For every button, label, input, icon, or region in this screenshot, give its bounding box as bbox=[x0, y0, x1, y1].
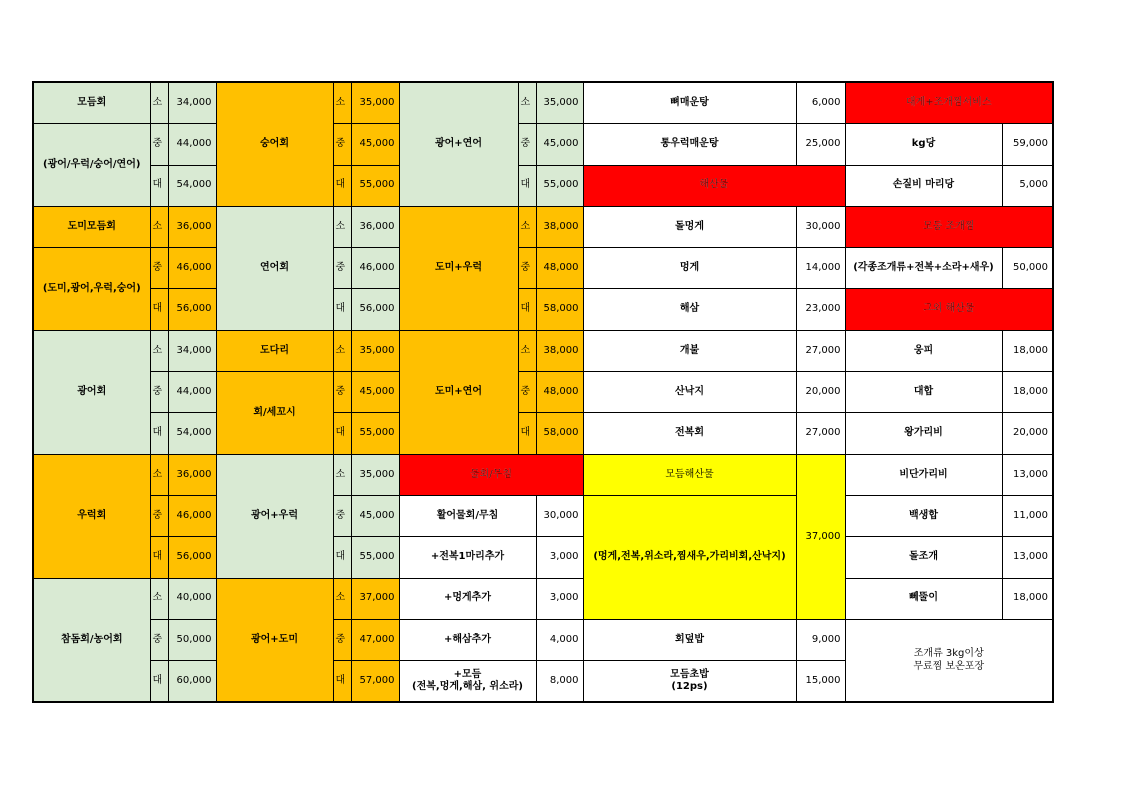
hwaleo-mulhoe-price: 30,000 bbox=[536, 495, 583, 536]
meongge-name: 멍게 bbox=[583, 248, 796, 289]
ppetturi-name: 뻬뚤이 bbox=[845, 578, 1002, 619]
gaebul-price: 27,000 bbox=[796, 330, 845, 371]
bidangaribi-name: 비단가리비 bbox=[845, 454, 1002, 495]
menu-price-table bbox=[32, 81, 1054, 703]
jeonbokhoe-name: 전복회 bbox=[583, 413, 796, 454]
size-label: 대 bbox=[333, 537, 351, 578]
sannakji-price: 20,000 bbox=[796, 372, 845, 413]
haesam-add-price: 4,000 bbox=[536, 619, 583, 660]
doljogae-name: 돌조개 bbox=[845, 537, 1002, 578]
wanggaribi-price: 20,000 bbox=[1002, 413, 1053, 454]
size-label: 대 bbox=[333, 661, 351, 703]
size-label: 중 bbox=[518, 372, 536, 413]
daege-header: 대게+조개찜서비스 bbox=[845, 82, 1053, 124]
haesam-add-name: +해삼추가 bbox=[399, 619, 536, 660]
hoedeopbap-name: 회덮밥 bbox=[583, 619, 796, 660]
haesam-name: 해삼 bbox=[583, 289, 796, 330]
domi-yeoneo-price-s: 38,000 bbox=[536, 330, 583, 371]
domi-moreum-price-l: 56,000 bbox=[168, 289, 216, 330]
gwangeo-domi-price-m: 47,000 bbox=[351, 619, 399, 660]
dolmeongge-name: 돌멍게 bbox=[583, 206, 796, 247]
sekkosi-price-m: 45,000 bbox=[351, 372, 399, 413]
size-label: 중 bbox=[150, 372, 168, 413]
gwangeo-domi-price-l: 57,000 bbox=[351, 661, 399, 703]
table-row bbox=[33, 124, 1053, 165]
size-label: 소 bbox=[150, 82, 168, 124]
gwangeo-yeoneo-name: 광어+연어 bbox=[399, 82, 518, 206]
size-label: 대 bbox=[518, 289, 536, 330]
size-label: 소 bbox=[333, 330, 351, 371]
sekkosi-price-l: 55,000 bbox=[351, 413, 399, 454]
size-label: 중 bbox=[150, 619, 168, 660]
size-label: 중 bbox=[333, 372, 351, 413]
bidangaribi-price: 13,000 bbox=[1002, 454, 1053, 495]
gwangeo-ureok-price-m: 45,000 bbox=[351, 495, 399, 536]
size-label: 대 bbox=[333, 165, 351, 206]
kg-price: 59,000 bbox=[1002, 124, 1053, 165]
chobap-price: 15,000 bbox=[796, 661, 845, 703]
moreum-seafood-name: 모듬해산물 bbox=[583, 454, 796, 495]
kg-name: kg당 bbox=[845, 124, 1002, 165]
chamdom-price-l: 60,000 bbox=[168, 661, 216, 703]
size-label: 소 bbox=[150, 206, 168, 247]
moreum-seafood-price: 37,000 bbox=[796, 454, 845, 619]
chobap-name: 모듬초밥 bbox=[670, 668, 709, 680]
daehap-price: 18,000 bbox=[1002, 372, 1053, 413]
dodari-name: 도다리 bbox=[216, 330, 333, 371]
size-label: 대 bbox=[150, 289, 168, 330]
jogae-header: 모둠 조개찜 bbox=[845, 206, 1053, 247]
size-label: 중 bbox=[518, 248, 536, 289]
gwangeo-price-s: 34,000 bbox=[168, 330, 216, 371]
meongge-add-price: 3,000 bbox=[536, 578, 583, 619]
domi-moreum-name: 도미모듬회 bbox=[33, 206, 150, 247]
yeoneo-price-l: 56,000 bbox=[351, 289, 399, 330]
ureok-name: 우럭회 bbox=[33, 454, 150, 578]
moreum-add-cell bbox=[399, 661, 536, 703]
table-row bbox=[33, 206, 1053, 247]
gwangeo-domi-price-s: 37,000 bbox=[351, 578, 399, 619]
gaebul-name: 개불 bbox=[583, 330, 796, 371]
size-label: 중 bbox=[333, 248, 351, 289]
daehap-name: 대합 bbox=[845, 372, 1002, 413]
ungpi-name: 웅피 bbox=[845, 330, 1002, 371]
sungeo-price-l: 55,000 bbox=[351, 165, 399, 206]
moreum-name: 모듬회 bbox=[33, 82, 150, 124]
ureok-price-l: 56,000 bbox=[168, 537, 216, 578]
gwangeo-ureok-price-l: 55,000 bbox=[351, 537, 399, 578]
size-label: 중 bbox=[150, 248, 168, 289]
other-seafood-header: 그외 해산물 bbox=[845, 289, 1053, 330]
haesam-price: 23,000 bbox=[796, 289, 845, 330]
size-label: 중 bbox=[518, 124, 536, 165]
size-label: 중 bbox=[333, 619, 351, 660]
table-row bbox=[33, 372, 1053, 413]
moreum-seafood-desc: (멍게,전복,위소라,찜새우,가리비회,산낙지) bbox=[583, 495, 796, 619]
ppyeo-maeuntang-name: 뼈매운탕 bbox=[583, 82, 796, 124]
packaging-note-line2: 무료찜 보온포장 bbox=[913, 660, 985, 672]
ppetturi-price: 18,000 bbox=[1002, 578, 1053, 619]
domi-ureok-price-s: 38,000 bbox=[536, 206, 583, 247]
moreum-price-m: 44,000 bbox=[168, 124, 216, 165]
size-label: 중 bbox=[150, 495, 168, 536]
jogae-price: 50,000 bbox=[1002, 248, 1053, 289]
sannakji-name: 산낙지 bbox=[583, 372, 796, 413]
size-label: 소 bbox=[150, 330, 168, 371]
tong-ureok-maeuntang-name: 통우럭매운탕 bbox=[583, 124, 796, 165]
baeksaenghap-name: 백생합 bbox=[845, 495, 1002, 536]
domi-ureok-name: 도미+우럭 bbox=[399, 206, 518, 330]
moreum-price-s: 34,000 bbox=[168, 82, 216, 124]
table-row bbox=[33, 454, 1053, 495]
table-row bbox=[33, 413, 1053, 454]
size-label: 소 bbox=[518, 330, 536, 371]
size-label: 소 bbox=[518, 82, 536, 124]
sonjilbi-price: 5,000 bbox=[1002, 165, 1053, 206]
moreum-add-price: 8,000 bbox=[536, 661, 583, 703]
table-row bbox=[33, 578, 1053, 619]
domi-yeoneo-name: 도미+연어 bbox=[399, 330, 518, 454]
gwangeo-yeoneo-price-s: 35,000 bbox=[536, 82, 583, 124]
moreum-price-l: 54,000 bbox=[168, 165, 216, 206]
chamdom-price-s: 40,000 bbox=[168, 578, 216, 619]
meongge-add-name: +멍게추가 bbox=[399, 578, 536, 619]
table-row bbox=[33, 248, 1053, 289]
size-label: 대 bbox=[150, 413, 168, 454]
size-label: 소 bbox=[150, 578, 168, 619]
gwangeo-price-l: 54,000 bbox=[168, 413, 216, 454]
moreum-add-name: +모듬 bbox=[453, 668, 482, 680]
jeonbokhoe-price: 27,000 bbox=[796, 413, 845, 454]
table-row bbox=[33, 537, 1053, 578]
yeoneo-price-s: 36,000 bbox=[351, 206, 399, 247]
domi-moreum-price-m: 46,000 bbox=[168, 248, 216, 289]
chobap-pieces: (12ps) bbox=[671, 681, 708, 693]
table-row bbox=[33, 289, 1053, 330]
sungeo-price-s: 35,000 bbox=[351, 82, 399, 124]
gwangeo-yeoneo-price-l: 55,000 bbox=[536, 165, 583, 206]
size-label: 대 bbox=[333, 413, 351, 454]
domi-yeoneo-price-l: 58,000 bbox=[536, 413, 583, 454]
size-label: 중 bbox=[333, 495, 351, 536]
domi-ureok-price-m: 48,000 bbox=[536, 248, 583, 289]
size-label: 중 bbox=[150, 124, 168, 165]
hwaleo-mulhoe-name: 활어물회/무침 bbox=[399, 495, 536, 536]
baeksaenghap-price: 11,000 bbox=[1002, 495, 1053, 536]
table-row bbox=[33, 619, 1053, 660]
size-label: 대 bbox=[150, 661, 168, 703]
size-label: 소 bbox=[150, 454, 168, 495]
domi-yeoneo-price-m: 48,000 bbox=[536, 372, 583, 413]
gwangeo-name: 광어회 bbox=[33, 330, 150, 454]
ureok-price-m: 46,000 bbox=[168, 495, 216, 536]
table-row bbox=[33, 165, 1053, 206]
packaging-note-line1: 조개류 3kg이상 bbox=[913, 648, 984, 660]
gwangeo-yeoneo-price-m: 45,000 bbox=[536, 124, 583, 165]
doljogae-price: 13,000 bbox=[1002, 537, 1053, 578]
tong-ureok-maeuntang-price: 25,000 bbox=[796, 124, 845, 165]
sungeo-price-m: 45,000 bbox=[351, 124, 399, 165]
domi-moreum-sub: (도미,광어,우럭,숭어) bbox=[33, 248, 150, 331]
table-row bbox=[33, 330, 1053, 371]
yeoneo-name: 연어회 bbox=[216, 206, 333, 330]
hoedeopbap-price: 9,000 bbox=[796, 619, 845, 660]
packaging-note bbox=[845, 619, 1053, 702]
mulhoe-header: 물회/무침 bbox=[399, 454, 583, 495]
size-label: 대 bbox=[518, 165, 536, 206]
size-label: 소 bbox=[333, 82, 351, 124]
moreum-sub: (광어/우럭/숭어/연어) bbox=[33, 124, 150, 207]
gwangeo-ureok-name: 광어+우럭 bbox=[216, 454, 333, 578]
ureok-price-s: 36,000 bbox=[168, 454, 216, 495]
dolmeongge-price: 30,000 bbox=[796, 206, 845, 247]
moreum-add-detail: (전복,멍게,해삼, 위소라) bbox=[412, 681, 523, 693]
ungpi-price: 18,000 bbox=[1002, 330, 1053, 371]
jeonbok-add-price: 3,000 bbox=[536, 537, 583, 578]
size-label: 대 bbox=[150, 537, 168, 578]
size-label: 소 bbox=[333, 578, 351, 619]
jogae-name: (각종조개류+전복+소라+새우) bbox=[845, 248, 1002, 289]
table-row bbox=[33, 82, 1053, 124]
meongge-price: 14,000 bbox=[796, 248, 845, 289]
chamdom-price-m: 50,000 bbox=[168, 619, 216, 660]
table-row bbox=[33, 495, 1053, 536]
gwangeo-price-m: 44,000 bbox=[168, 372, 216, 413]
domi-moreum-price-s: 36,000 bbox=[168, 206, 216, 247]
chobap-cell bbox=[583, 661, 796, 703]
size-label: 대 bbox=[333, 289, 351, 330]
gwangeo-ureok-price-s: 35,000 bbox=[351, 454, 399, 495]
sekkosi-name: 회/세꼬시 bbox=[216, 372, 333, 455]
size-label: 소 bbox=[333, 206, 351, 247]
ppyeo-maeuntang-price: 6,000 bbox=[796, 82, 845, 124]
sonjilbi-name: 손질비 마리당 bbox=[845, 165, 1002, 206]
sungeo-name: 숭어회 bbox=[216, 82, 333, 206]
size-label: 대 bbox=[150, 165, 168, 206]
size-label: 소 bbox=[518, 206, 536, 247]
wanggaribi-name: 왕가리비 bbox=[845, 413, 1002, 454]
size-label: 대 bbox=[518, 413, 536, 454]
gwangeo-domi-name: 광어+도미 bbox=[216, 578, 333, 702]
size-label: 소 bbox=[333, 454, 351, 495]
seafood-header: 해산물 bbox=[583, 165, 845, 206]
domi-ureok-price-l: 58,000 bbox=[536, 289, 583, 330]
dodari-price-s: 35,000 bbox=[351, 330, 399, 371]
chamdom-name: 참돔회/농어회 bbox=[33, 578, 150, 702]
size-label: 중 bbox=[333, 124, 351, 165]
jeonbok-add-name: +전복1마리추가 bbox=[399, 537, 536, 578]
yeoneo-price-m: 46,000 bbox=[351, 248, 399, 289]
